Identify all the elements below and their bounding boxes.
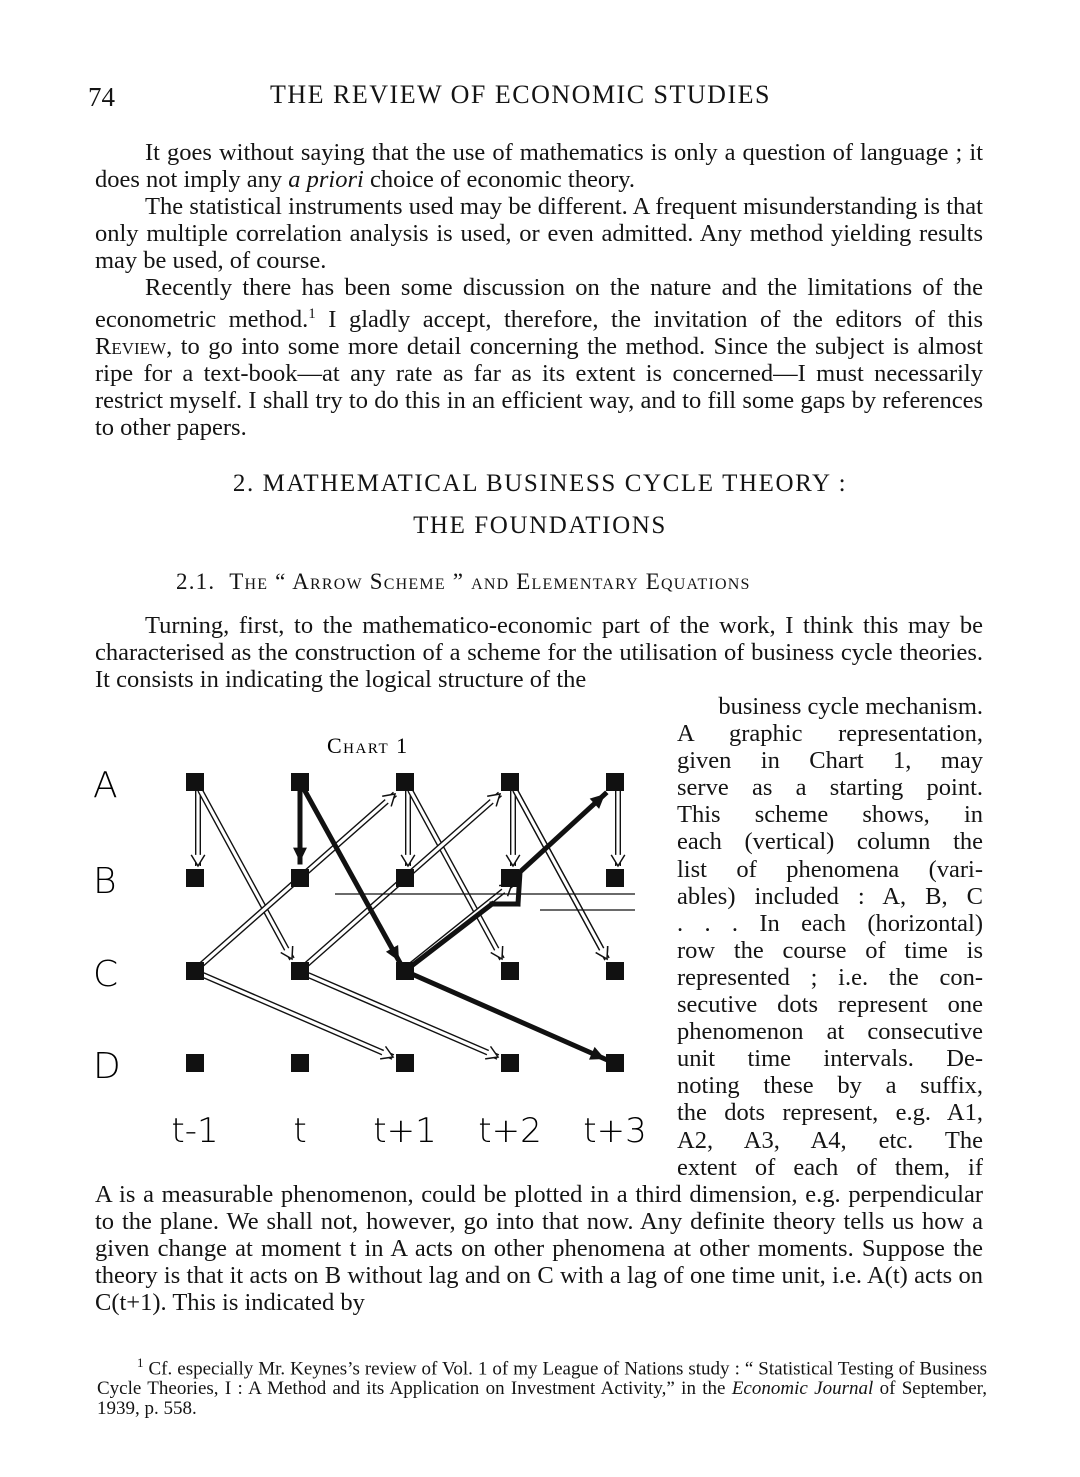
side-column-line: serve as a starting point. [677,774,983,802]
hollow-arrowhead [401,855,415,866]
side-column-line: . . . In each (horizontal) [677,909,983,937]
solid-arrow [405,971,605,1059]
paragraph-3: Recently there has been some discussion on the nature and the limitations of the econometric method.$^1$ I gladly accept, therefore, the invitation of the editors of this Review, to go into some more detail concerning the method. Since the subject is almost ripe for a text-book—at any rate as far as its extent is concerned—I must necessarily restrict myself. I shall try to do this in an efficient way, and to fill some gaps by references to other papers. [95,274,983,442]
row-label: C [93,954,119,995]
side-column-line: represented ; i.e. the con- [677,963,983,991]
variable-dot [396,962,414,980]
subsection-heading: 2.1. The “ Arrow Scheme ” and Elementary Equations [176,569,751,594]
solid-arrowhead [293,848,307,862]
variable-dot [291,869,309,887]
variable-dot [501,869,519,887]
footnote-ref: 1 [308,306,316,322]
row-label: D [93,1046,121,1087]
variable-dot [291,962,309,980]
side-column-line: A graphic representation, [677,720,983,748]
hollow-arrowhead [191,855,205,866]
col-label: t+2 [478,1111,542,1151]
solid-arrow [520,794,605,872]
chart-title: Chart 1 [327,733,409,758]
side-column-line: phenomenon at consecutive [677,1018,983,1046]
solid-arrow [300,782,399,961]
row-labels [93,765,121,1087]
side-column-line: unit time intervals. De- [677,1045,983,1073]
section-heading: 2. MATHEMATICAL BUSINESS CYCLE THEORY : [232,470,848,497]
variable-dot [186,962,204,980]
hollow-arrowhead [506,855,520,866]
side-column-line: business cycle mechanism. [718,693,983,720]
side-column-line: the dots represent, e.g. A1, [677,1099,983,1127]
side-column-line: given in Chart 1, may [677,747,983,775]
col-label: t+3 [583,1111,647,1151]
side-column-line: A2, A3, A4, etc. The [677,1126,983,1154]
hollow-arrowhead [611,855,625,866]
paragraph-2: The statistical instruments used may be different. A frequent misunderstanding is that only multiple correlation analysis is used, or even admitted. Any method yielding results may be used, of course. [95,193,983,274]
side-column [677,693,983,1181]
side-column-line: row the course of time is [677,936,983,964]
paragraph-1: It goes without saying that the use of mathematics is only a question of language ; it does not imply any a priori choice of economic theory. [95,139,983,193]
col-label: t [293,1111,307,1151]
side-column-line: noting these by a suffix, [677,1072,983,1100]
col-label: t+1 [373,1111,437,1151]
variable-dot [606,773,624,791]
side-column-line: each (vertical) column the [677,828,983,856]
footnote: $^1$ Cf. especially Mr. Keynes’s review of Vol. 1 of my League of Nations study : “ Statistical Testing of Business Cycle Theories, I : A Method and its Application on Investment Activity,” in the Economic Journal of September, 1939, p. 558. [97,1355,987,1420]
solid-arrows [293,782,605,1060]
row-label: B [93,861,117,902]
variable-dot [291,773,309,791]
variable-dot [606,1054,624,1072]
hollow-arrow-fill [308,975,498,1057]
variable-dot [291,1054,309,1072]
side-column-line: ables) included : A, B, C [677,882,983,910]
col-labels [171,1111,646,1151]
side-column-line: list of phenomena (vari- [677,855,983,883]
paragraph-4: Turning, first, to the mathematico-economic part of the work, I think this may be characterised as the construction of a scheme for the utilisation of business cycle theories. It consists in indicating the logical structure of the [95,612,983,693]
running-header: THE REVIEW OF ECONOMIC STUDIES [270,80,771,109]
hollow-arrow-fill [200,790,292,959]
hollow-arrow-fill [203,975,393,1057]
solid-arrow [405,904,492,971]
variable-dot [501,1054,519,1072]
variable-dot [501,962,519,980]
variable-dot [186,869,204,887]
row-label: A [93,765,118,806]
variable-dot [396,1054,414,1072]
intro-text [95,139,983,441]
variable-dot [606,869,624,887]
page-number: 74 [88,82,115,112]
variable-dot [606,962,624,980]
arrow-scheme-chart [80,720,670,1160]
side-column-line: This scheme shows, in [677,801,983,829]
side-column-line: extent of each of them, if [677,1153,983,1181]
section-heading-line2: THE FOUNDATIONS [413,512,667,539]
variable-dot [501,773,519,791]
paragraph-5: A is a measurable phenomenon, could be plotted in a third dimension, e.g. perpendicular to the plane. We shall not, however, go into that now. Any definite theory tells us how a given change at moment t in A acts on other phenomena at other moments. Suppose the theory is that it acts on B without lag and on C with a lag of one time unit, i.e. A(t) acts on C(t+1). This is indicated by [95,1181,983,1316]
variable-dot [186,1054,204,1072]
side-column-line: secutive dots represent one [677,991,983,1019]
variable-dot [396,773,414,791]
col-label: t-1 [171,1111,219,1151]
hollow-arrow-fill [515,790,607,959]
variable-dot [396,869,414,887]
variable-dot [186,773,204,791]
